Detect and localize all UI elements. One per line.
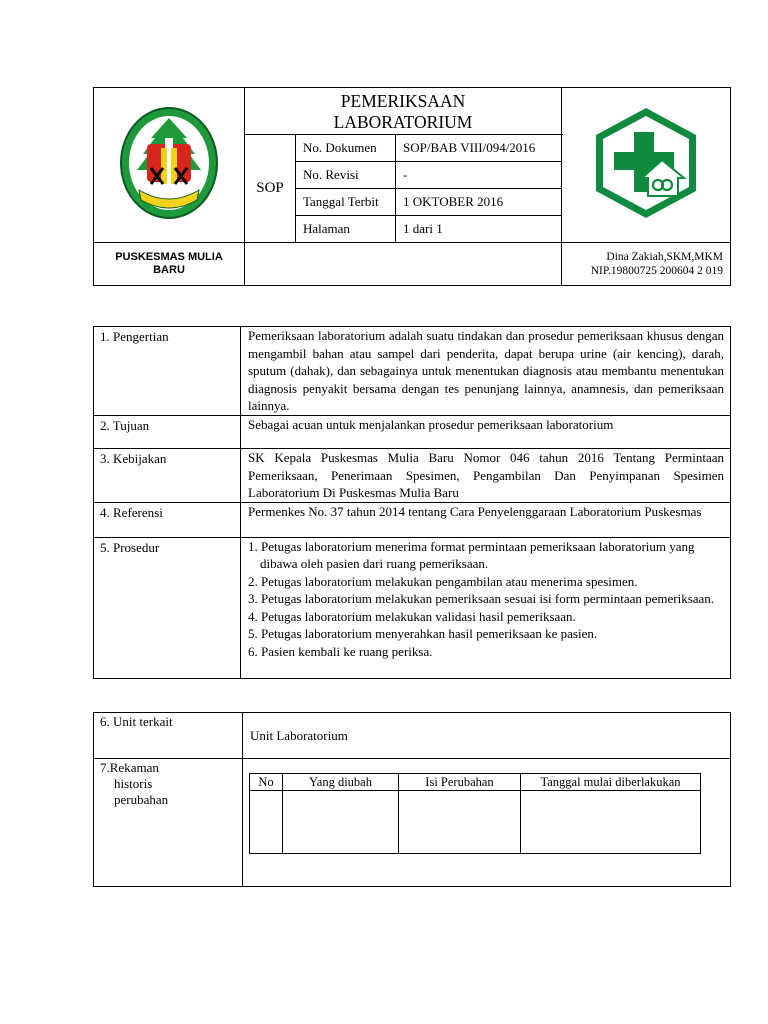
meta-value: 1 dari 1 xyxy=(396,216,562,243)
procedure-step: 4. Petugas laboratorium melakukan validasi hasil pemeriksaan. xyxy=(248,608,576,624)
document-meta-table xyxy=(296,135,561,242)
section-label: 5. Prosedur xyxy=(94,537,241,678)
puskesmas-logo-cell xyxy=(562,88,731,243)
history-cell-empty xyxy=(283,791,399,854)
history-column-header: No xyxy=(250,774,283,791)
sop-footer-table xyxy=(93,712,731,887)
signer-name: Dina Zakiah,SKM,MKM xyxy=(606,251,723,263)
section-text: Sebagai acuan untuk menjalankan prosedur pemeriksaan laboratorium xyxy=(241,416,731,449)
meta-row xyxy=(296,189,561,216)
meta-value: SOP/BAB VIII/094/2016 xyxy=(396,135,562,162)
meta-label: Halaman xyxy=(296,216,396,243)
section-label: 6. Unit terkait xyxy=(94,713,243,759)
history-cell-empty xyxy=(399,791,521,854)
document-title xyxy=(245,88,562,135)
section-label: 7.Rekaman historis perubahan xyxy=(94,759,243,887)
signer-block xyxy=(562,243,731,286)
procedure-steps xyxy=(241,537,731,678)
title-line-1: PEMERIKSAAN xyxy=(340,91,466,111)
procedure-step: 1. Petugas laboratorium menerima format permintaan pemeriksaan laboratorium yang dibawa oleh pasien dari ruang pemeriksaan. xyxy=(248,538,695,571)
section-label: 1. Pengertian xyxy=(94,327,241,416)
procedure-list xyxy=(248,538,724,661)
puskesmas-logo-icon xyxy=(592,104,700,222)
section-row-referensi xyxy=(94,502,731,537)
section-row-pengertian xyxy=(94,327,731,416)
history-column-header: Isi Perubahan xyxy=(399,774,521,791)
history-cell xyxy=(243,759,731,887)
sop-header xyxy=(93,87,731,286)
section-text: SK Kepala Puskesmas Mulia Baru Nomor 046 tahun 2016 Tentang Permintaan Pemeriksaan, Penerimaan Spesimen, Pengambilan Dan Penyimpanan Spesimen Laboratorium Di Puskesmas Mulia Baru xyxy=(241,449,731,503)
history-empty-row xyxy=(250,791,701,854)
history-cell-empty xyxy=(521,791,701,854)
meta-value: - xyxy=(396,162,562,189)
procedure-step: 5. Petugas laboratorium menyerahkan hasil pemeriksaan ke pasien. xyxy=(248,626,598,641)
meta-label: No. Revisi xyxy=(296,162,396,189)
history-cell-empty xyxy=(250,791,283,854)
procedure-step: 2. Petugas laboratorium melakukan pengambilan atau menerima spesimen. xyxy=(248,573,638,589)
section-text: Permenkes No. 37 tahun 2014 tentang Cara Penyelenggaraan Laboratorium Puskesmas xyxy=(241,502,731,537)
history-header-row xyxy=(250,774,701,791)
meta-row xyxy=(296,162,561,189)
change-history-table xyxy=(249,773,701,854)
regency-emblem-cell xyxy=(94,88,245,243)
meta-label: No. Dokumen xyxy=(296,135,396,162)
signer-nip: NIP.19800725 200604 2 019 xyxy=(590,265,723,277)
meta-value: 1 OKTOBER 2016 xyxy=(396,189,562,216)
section-label: 4. Referensi xyxy=(94,502,241,537)
section-label: 3. Kebijakan xyxy=(94,449,241,503)
section-row-rekaman xyxy=(94,759,731,887)
section-row-prosedur xyxy=(94,537,731,678)
section-row-kebijakan xyxy=(94,449,731,503)
section-row-tujuan xyxy=(94,416,731,449)
signature-space xyxy=(245,243,562,286)
section-label: 2. Tujuan xyxy=(94,416,241,449)
history-column-header: Tanggal mulai diberlakukan xyxy=(521,774,701,791)
regency-emblem-icon xyxy=(117,104,221,222)
history-column-header: Yang diubah xyxy=(283,774,399,791)
procedure-step: 3. Petugas laboratorium melakukan pemeriksaan sesuai isi form permintaan pemeriksaan. xyxy=(248,591,715,606)
meta-row xyxy=(296,216,561,243)
sop-label: SOP xyxy=(245,135,296,243)
procedure-step: 6. Pasien kembali ke ruang periksa. xyxy=(248,643,433,659)
sop-content-table xyxy=(93,326,731,679)
puskesmas-name: PUSKESMAS MULIA BARU xyxy=(94,243,245,286)
section-row-unit-terkait xyxy=(94,713,731,759)
section-text: Pemeriksaan laboratorium adalah suatu tindakan dan prosedur pemeriksaan khusus dengan mengambil bahan atau sampel dari penderita, dapat berupa urine (air kencing), darah, sputum (dahak), dan sebagainya untuk menentukan diagnosis atau membantu menentukan diagnosis penyakit bersama dengan tes penunjang lainnya, anamnesis, dan pemeriksaan lainnya. xyxy=(241,327,731,416)
meta-row xyxy=(296,135,561,162)
title-line-2: LABORATORIUM xyxy=(333,112,473,132)
section-text: Unit Laboratorium xyxy=(243,713,731,759)
meta-label: Tanggal Terbit xyxy=(296,189,396,216)
